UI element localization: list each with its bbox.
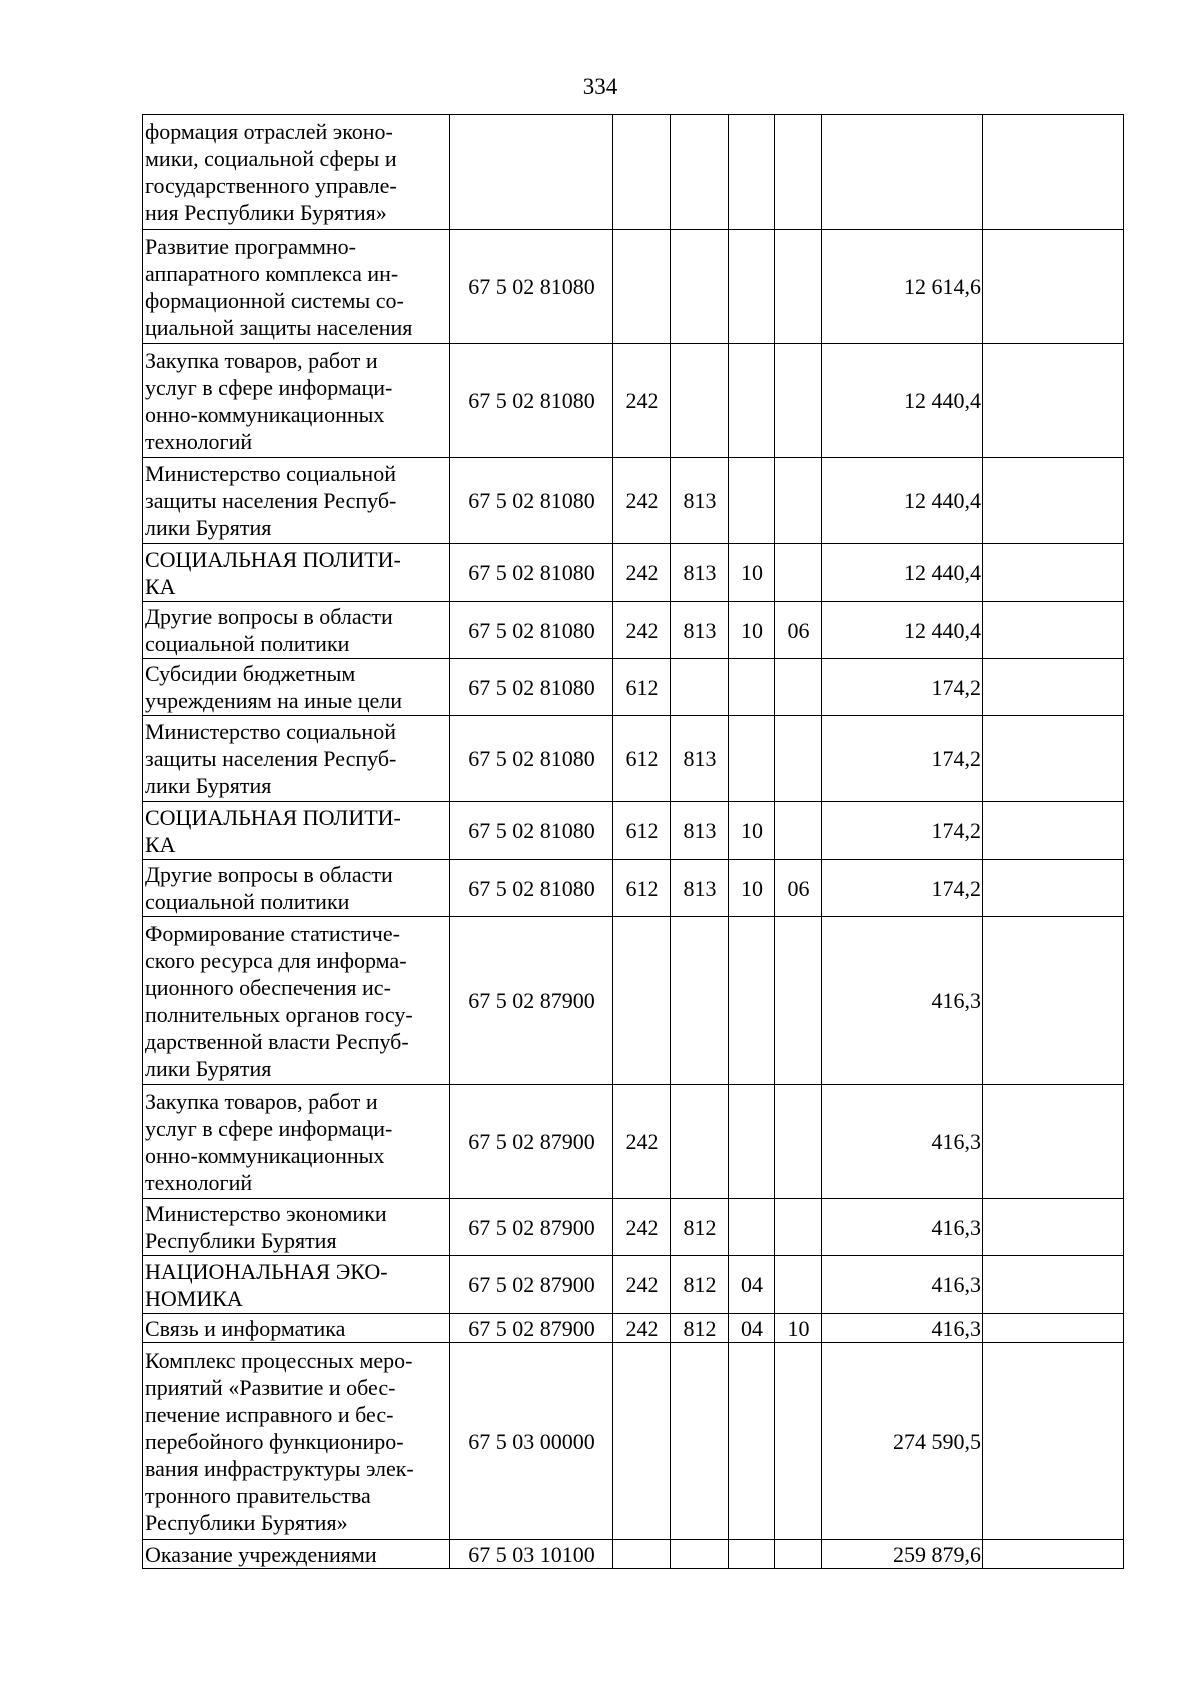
name-cell: Закупка товаров, работ и услуг в сфере информаци- онно-коммуникационных технологий: [143, 344, 450, 458]
page-number: 334: [582, 74, 618, 99]
ministry-code-cell: 812: [671, 1314, 729, 1343]
table-row: [143, 1314, 1124, 1343]
extra-cell: [983, 716, 1124, 802]
target-article-cell: 67 5 02 87900: [450, 917, 613, 1085]
extra-cell: [983, 458, 1124, 544]
expense-type-cell: [613, 115, 671, 230]
amount-cell: 416,3: [822, 1314, 983, 1343]
amount-cell: 416,3: [822, 1085, 983, 1199]
amount-cell: 416,3: [822, 917, 983, 1085]
amount-cell: 416,3: [822, 1199, 983, 1256]
table-row: [143, 716, 1124, 802]
subsection-cell: [775, 1343, 822, 1540]
extra-cell: [983, 544, 1124, 602]
name-cell: Формирование статистиче- ского ресурса для информа- ционного обеспечения ис- полнительных органов госу- дарственной власти Респуб- лики Бурятия: [143, 917, 450, 1085]
subsection-cell: [775, 230, 822, 344]
target-article-cell: 67 5 02 81080: [450, 716, 613, 802]
ministry-code-cell: 813: [671, 716, 729, 802]
expense-type-cell: [613, 230, 671, 344]
ministry-code-cell: [671, 1343, 729, 1540]
subsection-cell: [775, 716, 822, 802]
amount-cell: 259 879,6: [822, 1540, 983, 1569]
target-article-cell: 67 5 03 10100: [450, 1540, 613, 1569]
section-cell: [729, 659, 775, 716]
target-article-cell: 67 5 03 00000: [450, 1343, 613, 1540]
table-row: [143, 860, 1124, 917]
amount-cell: 12 440,4: [822, 544, 983, 602]
target-article-cell: 67 5 02 81080: [450, 230, 613, 344]
expense-type-cell: [613, 1540, 671, 1569]
name-cell: СОЦИАЛЬНАЯ ПОЛИТИ- КА: [143, 802, 450, 860]
name-cell: Другие вопросы в области социальной политики: [143, 602, 450, 659]
section-cell: [729, 458, 775, 544]
table-row: [143, 1256, 1124, 1314]
ministry-code-cell: [671, 659, 729, 716]
extra-cell: [983, 1314, 1124, 1343]
table-row: [143, 1343, 1124, 1540]
subsection-cell: [775, 458, 822, 544]
ministry-code-cell: 812: [671, 1199, 729, 1256]
name-cell: формация отраслей эконо- мики, социальной сферы и государственного управле- ния Республики Бурятия»: [143, 115, 450, 230]
section-cell: [729, 1199, 775, 1256]
target-article-cell: 67 5 02 81080: [450, 659, 613, 716]
subsection-cell: [775, 115, 822, 230]
amount-cell: 274 590,5: [822, 1343, 983, 1540]
name-cell: Оказание учреждениями: [143, 1540, 450, 1569]
target-article-cell: 67 5 02 87900: [450, 1314, 613, 1343]
ministry-code-cell: [671, 230, 729, 344]
expense-type-cell: 612: [613, 716, 671, 802]
budget-table: [142, 114, 1124, 1569]
expense-type-cell: 242: [613, 344, 671, 458]
subsection-cell: [775, 1540, 822, 1569]
name-cell: Министерство социальной защиты населения Респуб- лики Бурятия: [143, 716, 450, 802]
amount-cell: [822, 115, 983, 230]
section-cell: [729, 716, 775, 802]
subsection-cell: [775, 1085, 822, 1199]
amount-cell: 174,2: [822, 860, 983, 917]
table-row: [143, 917, 1124, 1085]
ministry-code-cell: 813: [671, 802, 729, 860]
ministry-code-cell: [671, 917, 729, 1085]
target-article-cell: 67 5 02 81080: [450, 860, 613, 917]
table-row: [143, 115, 1124, 230]
name-cell: Связь и информатика: [143, 1314, 450, 1343]
amount-cell: 416,3: [822, 1256, 983, 1314]
name-cell: Закупка товаров, работ и услуг в сфере информаци- онно-коммуникационных технологий: [143, 1085, 450, 1199]
table-row: [143, 544, 1124, 602]
amount-cell: 174,2: [822, 659, 983, 716]
section-cell: [729, 344, 775, 458]
ministry-code-cell: 813: [671, 860, 729, 917]
expense-type-cell: 612: [613, 860, 671, 917]
amount-cell: 12 440,4: [822, 458, 983, 544]
name-cell: Развитие программно- аппаратного комплекса ин- формационной системы со- циальной защиты населения: [143, 230, 450, 344]
target-article-cell: 67 5 02 87900: [450, 1256, 613, 1314]
extra-cell: [983, 1256, 1124, 1314]
subsection-cell: [775, 344, 822, 458]
section-cell: [729, 1085, 775, 1199]
subsection-cell: [775, 544, 822, 602]
section-cell: 10: [729, 602, 775, 659]
expense-type-cell: 242: [613, 602, 671, 659]
section-cell: [729, 230, 775, 344]
expense-type-cell: 612: [613, 659, 671, 716]
ministry-code-cell: 813: [671, 602, 729, 659]
subsection-cell: [775, 802, 822, 860]
target-article-cell: 67 5 02 87900: [450, 1085, 613, 1199]
expense-type-cell: [613, 917, 671, 1085]
table-row: [143, 1199, 1124, 1256]
subsection-cell: [775, 1256, 822, 1314]
extra-cell: [983, 1085, 1124, 1199]
name-cell: СОЦИАЛЬНАЯ ПОЛИТИ- КА: [143, 544, 450, 602]
table-row: [143, 230, 1124, 344]
section-cell: 10: [729, 544, 775, 602]
table-row: [143, 458, 1124, 544]
subsection-cell: 06: [775, 602, 822, 659]
extra-cell: [983, 602, 1124, 659]
extra-cell: [983, 659, 1124, 716]
section-cell: 04: [729, 1256, 775, 1314]
extra-cell: [983, 230, 1124, 344]
expense-type-cell: 242: [613, 1199, 671, 1256]
subsection-cell: 10: [775, 1314, 822, 1343]
target-article-cell: 67 5 02 87900: [450, 1199, 613, 1256]
name-cell: Комплекс процессных меро- приятий «Развитие и обес- печение исправного и бес- перебойного функциониро- вания инфраструктуры элек- тронного правительства Республики Бурятия»: [143, 1343, 450, 1540]
ministry-code-cell: [671, 344, 729, 458]
target-article-cell: 67 5 02 81080: [450, 802, 613, 860]
table-row: [143, 1085, 1124, 1199]
amount-cell: 174,2: [822, 802, 983, 860]
ministry-code-cell: 813: [671, 458, 729, 544]
subsection-cell: [775, 659, 822, 716]
target-article-cell: 67 5 02 81080: [450, 458, 613, 544]
table-row: [143, 802, 1124, 860]
target-article-cell: 67 5 02 81080: [450, 544, 613, 602]
amount-cell: 12 614,6: [822, 230, 983, 344]
section-cell: [729, 115, 775, 230]
section-cell: 10: [729, 860, 775, 917]
target-article-cell: 67 5 02 81080: [450, 344, 613, 458]
target-article-cell: 67 5 02 81080: [450, 602, 613, 659]
extra-cell: [983, 860, 1124, 917]
target-article-cell: [450, 115, 613, 230]
extra-cell: [983, 1540, 1124, 1569]
section-cell: 10: [729, 802, 775, 860]
extra-cell: [983, 802, 1124, 860]
extra-cell: [983, 917, 1124, 1085]
name-cell: НАЦИОНАЛЬНАЯ ЭКО- НОМИКА: [143, 1256, 450, 1314]
ministry-code-cell: 812: [671, 1256, 729, 1314]
ministry-code-cell: [671, 1540, 729, 1569]
table-row: [143, 602, 1124, 659]
expense-type-cell: 242: [613, 544, 671, 602]
subsection-cell: [775, 917, 822, 1085]
ministry-code-cell: 813: [671, 544, 729, 602]
extra-cell: [983, 1199, 1124, 1256]
ministry-code-cell: [671, 115, 729, 230]
name-cell: Министерство экономики Республики Бурятия: [143, 1199, 450, 1256]
expense-type-cell: 242: [613, 1256, 671, 1314]
extra-cell: [983, 115, 1124, 230]
name-cell: Субсидии бюджетным учреждениям на иные цели: [143, 659, 450, 716]
table-row: [143, 1540, 1124, 1569]
expense-type-cell: 242: [613, 1085, 671, 1199]
amount-cell: 174,2: [822, 716, 983, 802]
name-cell: Министерство социальной защиты населения Респуб- лики Бурятия: [143, 458, 450, 544]
subsection-cell: 06: [775, 860, 822, 917]
expense-type-cell: [613, 1343, 671, 1540]
amount-cell: 12 440,4: [822, 602, 983, 659]
expense-type-cell: 612: [613, 802, 671, 860]
expense-type-cell: 242: [613, 1314, 671, 1343]
section-cell: 04: [729, 1314, 775, 1343]
extra-cell: [983, 1343, 1124, 1540]
section-cell: [729, 1343, 775, 1540]
subsection-cell: [775, 1199, 822, 1256]
ministry-code-cell: [671, 1085, 729, 1199]
name-cell: Другие вопросы в области социальной политики: [143, 860, 450, 917]
extra-cell: [983, 344, 1124, 458]
table-row: [143, 659, 1124, 716]
amount-cell: 12 440,4: [822, 344, 983, 458]
section-cell: [729, 917, 775, 1085]
table-row: [143, 344, 1124, 458]
section-cell: [729, 1540, 775, 1569]
expense-type-cell: 242: [613, 458, 671, 544]
